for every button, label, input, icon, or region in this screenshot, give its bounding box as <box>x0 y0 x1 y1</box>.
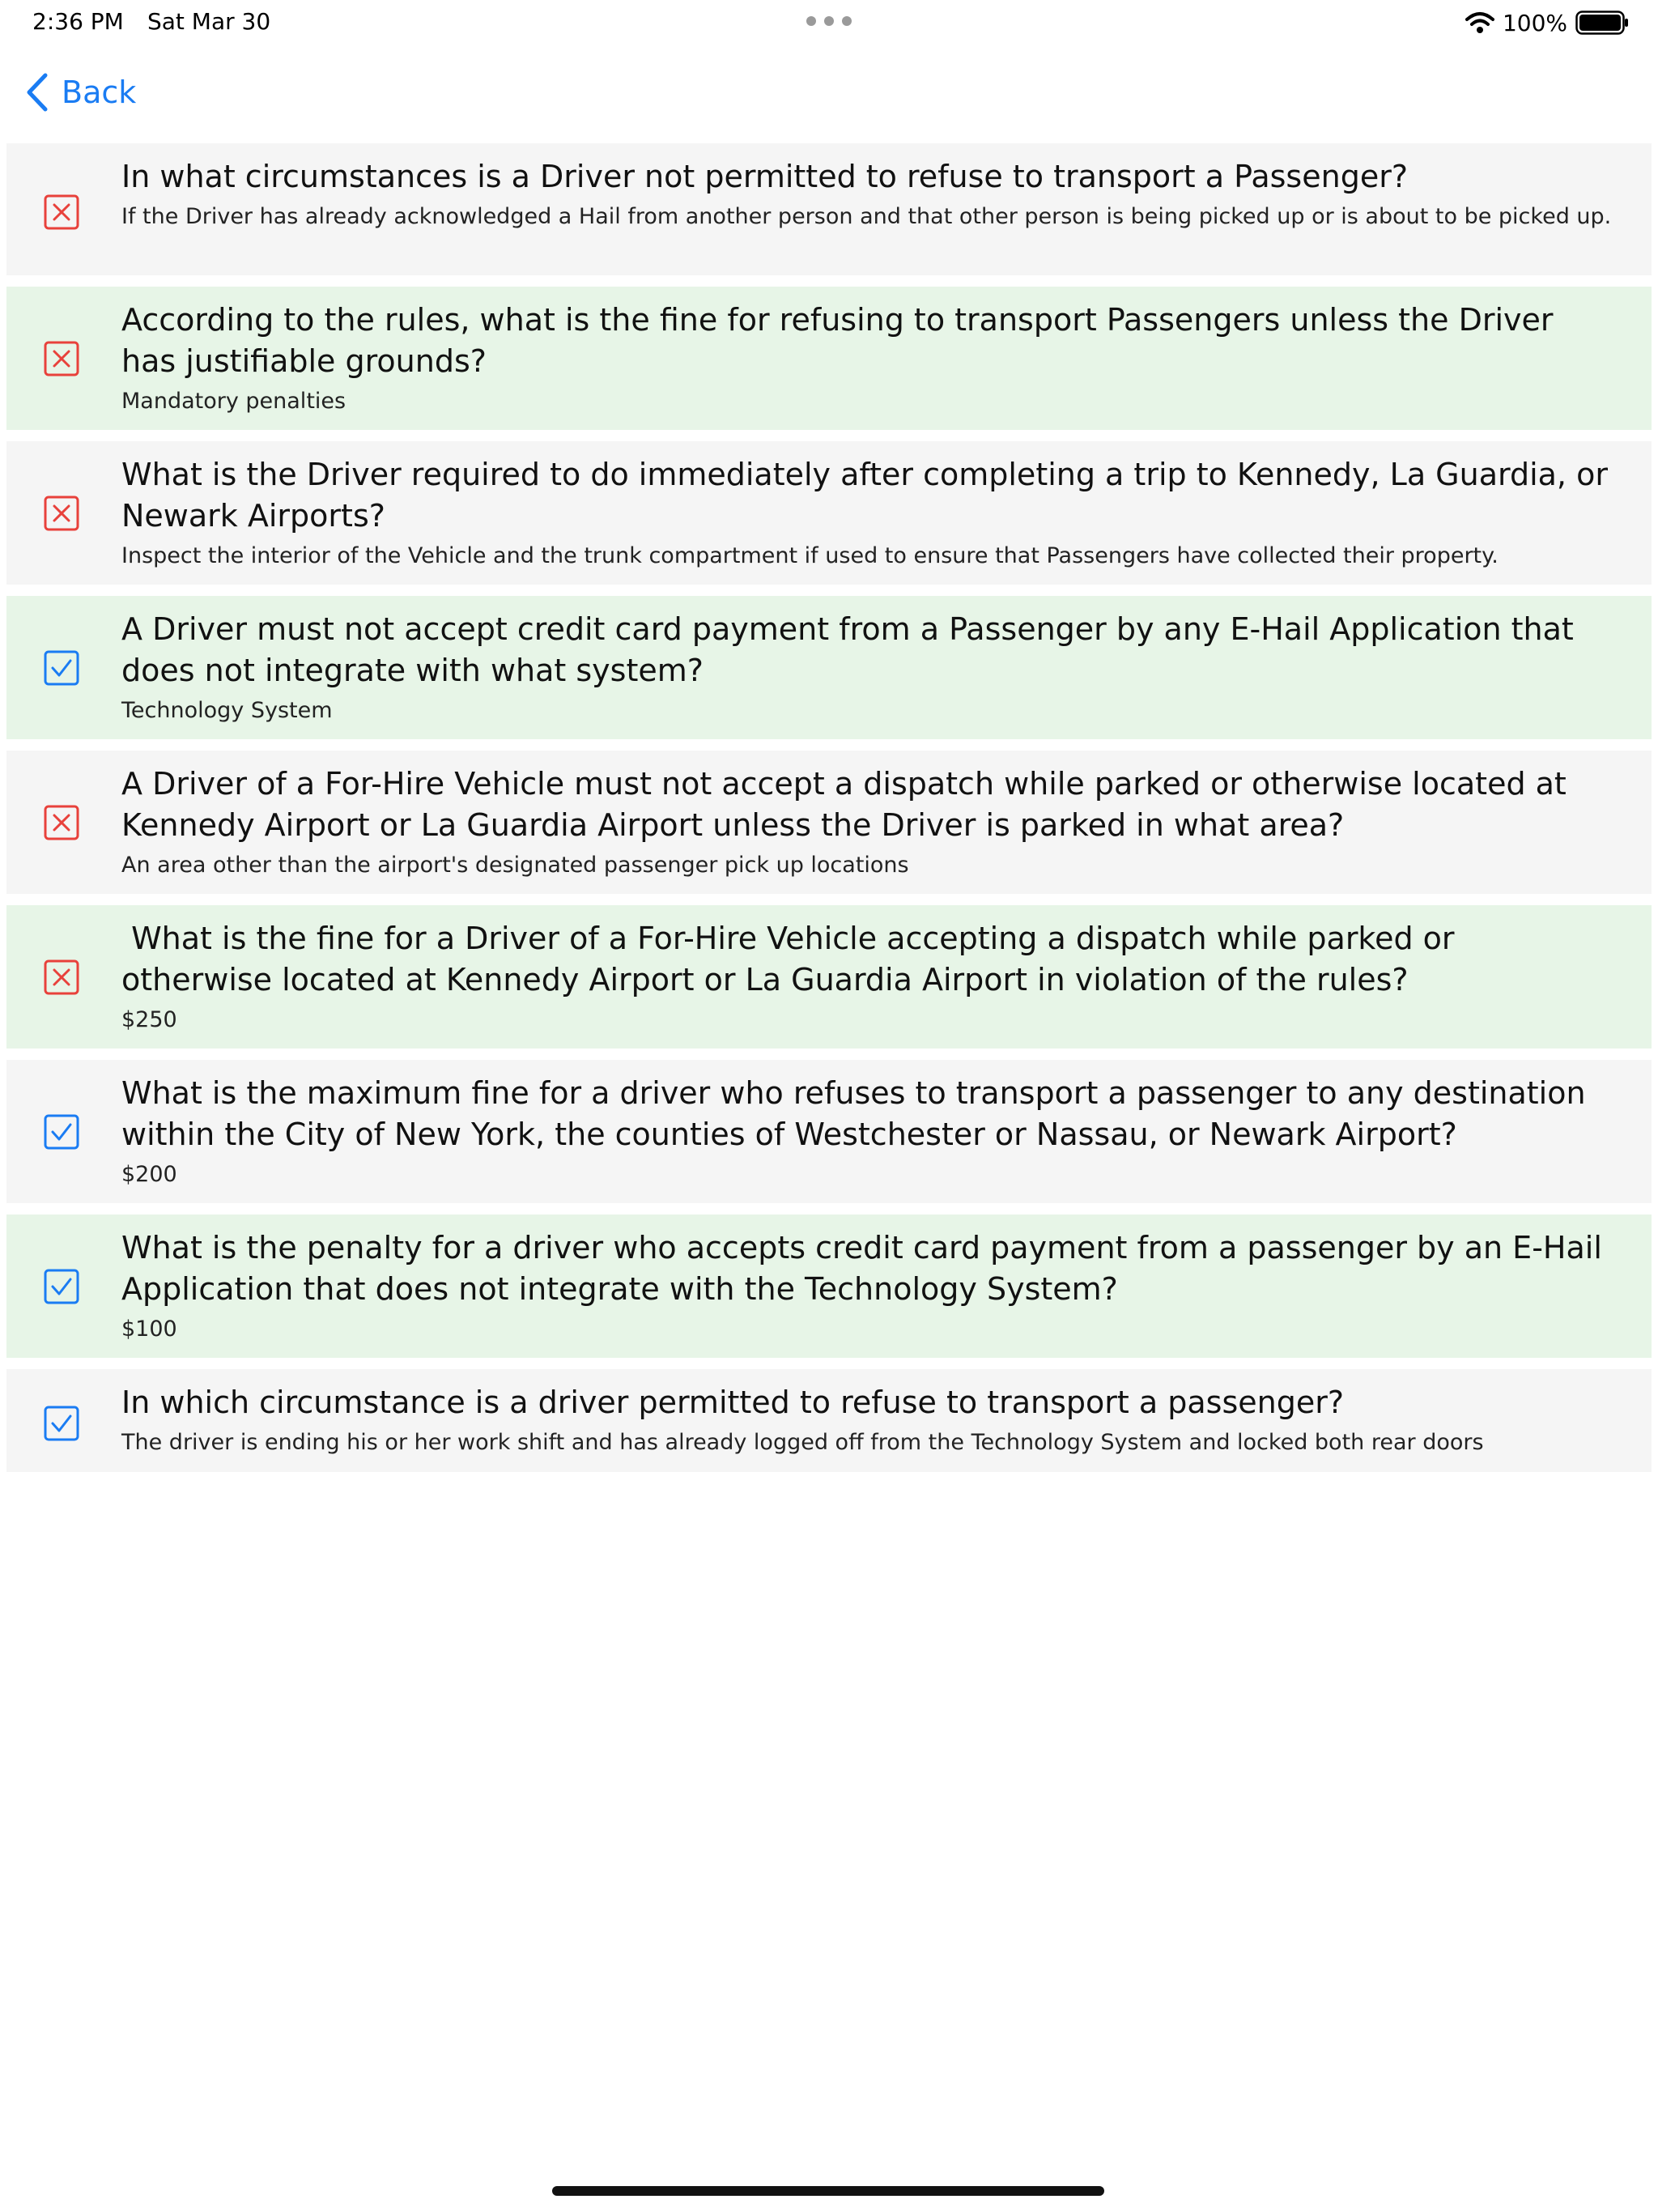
back-button-label: Back <box>62 74 137 110</box>
answer-text: Inspect the interior of the Vehicle and the trunk compartment if used to ensure that Passengers have collected their property. <box>121 543 1499 568</box>
status-right <box>1465 6 1629 39</box>
question-text: What is the penalty for a driver who accepts credit card payment from a passenger by an E-Hail Application that does not integrate with the Technology System? <box>121 1230 1602 1307</box>
incorrect-icon <box>44 805 79 840</box>
answer-text: Technology System <box>121 698 333 723</box>
results-list <box>6 143 1652 1483</box>
question-text: According to the rules, what is the fine for refusing to transport Passengers unless the Driver has justifiable grounds? <box>121 302 1554 379</box>
answer-text: If the Driver has already acknowledged a Hail from another person and that other person is being picked up or is about to be picked up. <box>121 204 1612 229</box>
answer-text: $200 <box>121 1162 177 1187</box>
incorrect-icon <box>44 341 79 376</box>
question-text: A Driver must not accept credit card payment from a Passenger by any E-Hail Application that does not integrate with what system? <box>121 611 1574 688</box>
back-button[interactable] <box>23 68 136 117</box>
answer-text: $100 <box>121 1317 177 1342</box>
status-bar <box>0 0 1658 45</box>
list-item-text <box>121 454 1613 571</box>
incorrect-icon <box>44 496 79 531</box>
answer-text: The driver is ending his or her work shift and has already logged off from the Technology System and locked both rear doors <box>121 1430 1484 1455</box>
list-item[interactable] <box>6 751 1652 894</box>
list-item-text <box>121 300 1613 416</box>
list-item-text <box>121 918 1613 1035</box>
correct-check-icon <box>44 650 79 686</box>
battery-percentage: 100% <box>1502 9 1567 36</box>
multitasking-dots-icon[interactable] <box>806 16 852 28</box>
question-text: What is the maximum fine for a driver who refuses to transport a passenger to any destination within the City of New York, the counties of Westchester or Nassau, or Newark Airport? <box>121 1075 1586 1152</box>
list-item[interactable] <box>6 287 1652 430</box>
correct-check-icon <box>44 1406 79 1441</box>
question-text: What is the Driver required to do immediately after completing a trip to Kennedy, La Guardia, or Newark Airports? <box>121 457 1608 534</box>
status-time: 2:36 PM <box>32 8 124 35</box>
status-date: Sat Mar 30 <box>147 8 271 35</box>
question-text: A Driver of a For-Hire Vehicle must not accept a dispatch while parked or otherwise located at Kennedy Airport or La Guardia Airport unless the Driver is parked in what area? <box>121 766 1567 843</box>
incorrect-icon <box>44 959 79 995</box>
answer-text: $250 <box>121 1007 177 1032</box>
list-item[interactable] <box>6 143 1652 275</box>
correct-check-icon <box>44 1114 79 1150</box>
list-item[interactable] <box>6 1060 1652 1203</box>
question-text: What is the fine for a Driver of a For-Hire Vehicle accepting a dispatch while parked or otherwise located at Kennedy Airport or La Guardia Airport in violation of the rules? <box>121 921 1465 998</box>
answer-text: Mandatory penalties <box>121 389 346 414</box>
list-item[interactable] <box>6 1369 1652 1472</box>
wifi-icon <box>1465 11 1494 34</box>
correct-check-icon <box>44 1269 79 1304</box>
list-item-text <box>121 156 1613 232</box>
list-item-text <box>121 1073 1613 1189</box>
chevron-left-icon <box>23 72 50 113</box>
question-text: In what circumstances is a Driver not permitted to refuse to transport a Passenger? <box>121 159 1408 194</box>
home-indicator[interactable] <box>552 2186 1104 2196</box>
incorrect-icon <box>44 194 79 230</box>
list-item[interactable] <box>6 905 1652 1049</box>
battery-icon <box>1575 11 1629 35</box>
list-item-text <box>121 764 1613 880</box>
list-item-text <box>121 1382 1613 1457</box>
question-text: In which circumstance is a driver permitted to refuse to transport a passenger? <box>121 1385 1344 1420</box>
list-item-text <box>121 609 1613 725</box>
list-item[interactable] <box>6 441 1652 585</box>
answer-text: An area other than the airport's designated passenger pick up locations <box>121 853 909 878</box>
list-item[interactable] <box>6 1214 1652 1358</box>
list-item[interactable] <box>6 596 1652 739</box>
list-item-text <box>121 1227 1613 1344</box>
